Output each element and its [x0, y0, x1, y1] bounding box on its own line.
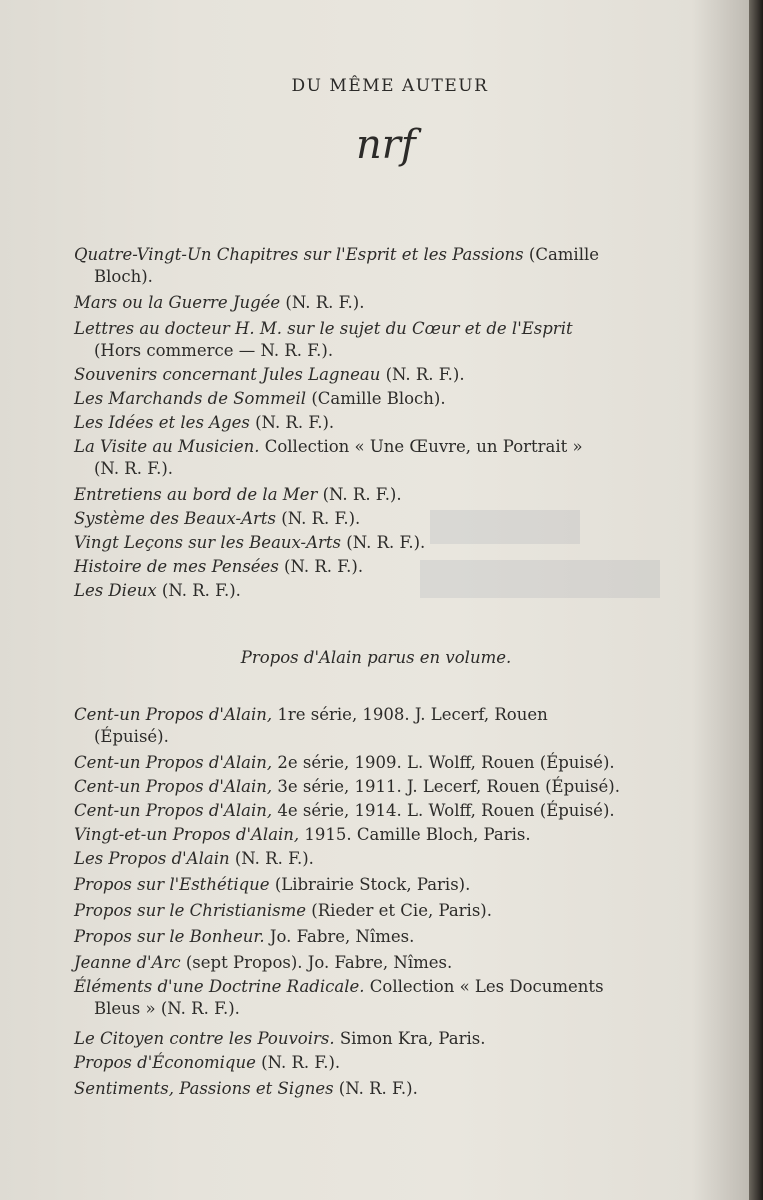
list-item	[74, 900, 724, 922]
work-title: Souvenirs concernant Jules Lagneau	[74, 365, 381, 384]
list-item	[74, 364, 724, 386]
work-title: Les Idées et les Ages	[74, 413, 250, 432]
volume-title: Cent-un Propos d'Alain,	[74, 801, 273, 820]
list-item	[74, 436, 724, 480]
list-item	[74, 318, 724, 362]
volume-continuation: (Épuisé).	[94, 727, 169, 746]
list-item	[74, 1078, 724, 1100]
list-item	[74, 1052, 724, 1074]
work-continuation: (N. R. F.).	[94, 459, 174, 478]
list-item	[74, 952, 724, 974]
volume-publisher: (N. R. F.).	[333, 1079, 418, 1098]
volume-title: Propos sur l'Esthétique	[74, 875, 270, 894]
volume-title: Éléments d'une Doctrine Radicale.	[74, 977, 365, 996]
book-gutter-shadow	[749, 0, 763, 1200]
work-publisher: (N. R. F.).	[276, 509, 361, 528]
work-title: Lettres au docteur H. M. sur le sujet du Cœur et de l'Esprit	[74, 319, 573, 338]
work-title: Les Dieux	[74, 581, 157, 600]
section-subheading: Propos d'Alain parus en volume.	[240, 648, 512, 667]
nrf-logo-text: nrf	[356, 122, 416, 168]
volume-title: Cent-un Propos d'Alain,	[74, 777, 273, 796]
volume-continuation: Bleus » (N. R. F.).	[94, 999, 240, 1018]
list-item	[74, 484, 724, 506]
list-item	[74, 874, 724, 896]
work-continuation: Bloch).	[94, 267, 153, 286]
list-item	[74, 532, 724, 554]
volume-publisher: (Librairie Stock, Paris).	[269, 875, 471, 894]
list-item	[74, 704, 724, 748]
work-publisher: (N. R. F.).	[156, 581, 241, 600]
volume-title: Sentiments, Passions et Signes	[74, 1079, 334, 1098]
work-publisher: (Camille	[523, 245, 600, 264]
list-item	[74, 776, 724, 798]
work-publisher: (N. R. F.).	[341, 533, 426, 552]
volume-title: Cent-un Propos d'Alain,	[74, 705, 273, 724]
volume-title: Propos sur le Christianisme	[74, 901, 307, 920]
page-heading: DU MÊME AUTEUR	[291, 76, 489, 96]
work-title: Histoire de mes Pensées	[74, 557, 279, 576]
nrf-logo-icon	[352, 118, 436, 170]
work-publisher: (N. R. F.).	[278, 557, 364, 576]
volume-title: Vingt-et-un Propos d'Alain,	[74, 825, 300, 844]
list-item	[74, 824, 724, 846]
volume-title: Propos d'Économique	[74, 1053, 256, 1072]
work-title: Vingt Leçons sur les Beaux-Arts	[74, 533, 342, 552]
list-item	[74, 976, 724, 1020]
list-item	[74, 292, 724, 314]
volume-publisher: Simon Kra, Paris.	[334, 1029, 486, 1048]
list-item	[74, 556, 724, 578]
volume-title: Jeanne d'Arc	[74, 953, 181, 972]
volume-title: Le Citoyen contre les Pouvoirs.	[74, 1029, 335, 1048]
list-item	[74, 388, 724, 410]
volume-publisher: (N. R. F.).	[229, 849, 314, 868]
volume-publisher: 3e série, 1911. J. Lecerf, Rouen (Épuisé).	[272, 777, 620, 796]
volume-title: Les Propos d'Alain	[74, 849, 230, 868]
volume-publisher: (N. R. F.).	[255, 1053, 341, 1072]
volume-publisher: (sept Propos). Jo. Fabre, Nîmes.	[180, 953, 453, 972]
work-title: Quatre-Vingt-Un Chapitres sur l'Esprit et les Passions	[74, 245, 524, 264]
work-title: Les Marchands de Sommeil	[74, 389, 307, 408]
volume-publisher: 1re série, 1908. J. Lecerf, Rouen	[272, 705, 548, 724]
volume-publisher: (Rieder et Cie, Paris).	[306, 901, 492, 920]
list-item	[74, 752, 724, 774]
volume-publisher: 2e série, 1909. L. Wolff, Rouen (Épuisé).	[272, 753, 615, 772]
list-item	[74, 244, 724, 288]
volume-publisher: Jo. Fabre, Nîmes.	[264, 927, 415, 946]
list-item	[74, 848, 724, 870]
work-publisher: Collection « Une Œuvre, un Portrait »	[259, 437, 583, 456]
list-item	[74, 800, 724, 822]
work-publisher: (N. R. F.).	[280, 293, 365, 312]
work-publisher: (Camille Bloch).	[306, 389, 446, 408]
work-title: Mars ou la Guerre Jugée	[74, 293, 281, 312]
list-item	[74, 926, 724, 948]
work-publisher: (N. R. F.).	[317, 485, 402, 504]
volume-publisher: 4e série, 1914. L. Wolff, Rouen (Épuisé).	[272, 801, 615, 820]
list-item	[74, 412, 724, 434]
volume-title: Propos sur le Bonheur.	[74, 927, 265, 946]
list-item	[74, 1028, 724, 1050]
work-title: Système des Beaux-Arts	[74, 509, 277, 528]
work-continuation: (Hors commerce — N. R. F.).	[94, 341, 334, 360]
work-publisher: (N. R. F.).	[249, 413, 335, 432]
list-item	[74, 580, 724, 602]
work-publisher: (N. R. F.).	[380, 365, 465, 384]
list-item	[74, 508, 724, 530]
work-title: Entretiens au bord de la Mer	[74, 485, 318, 504]
work-title: La Visite au Musicien.	[74, 437, 260, 456]
volume-publisher: 1915. Camille Bloch, Paris.	[299, 825, 531, 844]
volume-publisher: Collection « Les Documents	[364, 977, 604, 996]
volume-title: Cent-un Propos d'Alain,	[74, 753, 273, 772]
